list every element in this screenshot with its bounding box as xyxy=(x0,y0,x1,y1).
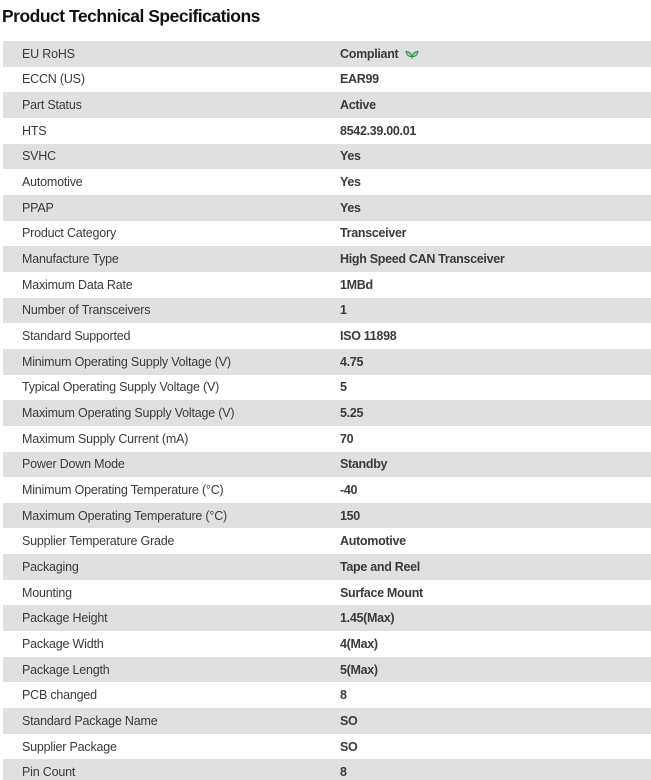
spec-value xyxy=(340,534,651,548)
spec-value-text: 5 xyxy=(340,380,347,395)
spec-value xyxy=(340,278,651,292)
table-row xyxy=(3,246,651,272)
table-row xyxy=(3,41,651,67)
spec-label: Automotive xyxy=(22,175,83,190)
table-row xyxy=(3,477,651,503)
spec-value-text: Compliant xyxy=(340,46,399,61)
table-row xyxy=(3,734,651,760)
spec-value-text: 1.45(Max) xyxy=(340,611,395,626)
spec-label: Maximum Operating Supply Voltage (V) xyxy=(22,406,235,421)
spec-value xyxy=(340,355,651,369)
spec-value xyxy=(340,226,651,240)
spec-label: Part Status xyxy=(22,98,82,113)
spec-value-text: Standby xyxy=(340,457,388,472)
spec-value xyxy=(340,483,651,497)
spec-value-text: 8 xyxy=(340,688,347,703)
spec-label: Product Category xyxy=(22,226,117,241)
spec-label: Supplier Package xyxy=(22,739,117,754)
spec-value-text: Surface Mount xyxy=(340,585,423,600)
table-row xyxy=(3,452,651,478)
spec-value-text: 8 xyxy=(340,765,347,780)
spec-value xyxy=(340,637,651,651)
spec-value xyxy=(340,252,651,266)
spec-label: Number of Transceivers xyxy=(22,303,151,318)
spec-value xyxy=(340,765,651,779)
spec-value-text: 4(Max) xyxy=(340,636,378,651)
spec-label: Supplier Temperature Grade xyxy=(22,534,175,549)
spec-value xyxy=(340,329,651,343)
table-row xyxy=(3,503,651,529)
spec-value-text: Transceiver xyxy=(340,226,407,241)
spec-value xyxy=(340,560,651,574)
spec-value xyxy=(340,663,651,677)
spec-label: Package Width xyxy=(22,636,104,651)
spec-value xyxy=(340,740,651,754)
spec-value-text: 5.25 xyxy=(340,406,364,421)
spec-value xyxy=(340,586,651,600)
table-row xyxy=(3,195,651,221)
spec-value-text: SO xyxy=(340,713,358,728)
spec-label: Package Length xyxy=(22,662,110,677)
spec-value xyxy=(340,201,651,215)
spec-value-text: 150 xyxy=(340,508,360,523)
spec-label: HTS xyxy=(22,123,47,138)
spec-label: Standard Package Name xyxy=(22,713,158,728)
table-row xyxy=(3,605,651,631)
table-row xyxy=(3,323,651,349)
spec-label: Maximum Data Rate xyxy=(22,277,133,292)
spec-label: Standard Supported xyxy=(22,329,131,344)
spec-value xyxy=(340,457,651,471)
spec-value xyxy=(340,432,651,446)
table-row xyxy=(3,169,651,195)
spec-value xyxy=(340,175,651,189)
table-row xyxy=(3,375,651,401)
table-row xyxy=(3,759,651,780)
spec-label: Minimum Operating Temperature (°C) xyxy=(22,482,224,497)
table-row xyxy=(3,426,651,452)
spec-value-text: 5(Max) xyxy=(340,662,378,677)
spec-value-text: -40 xyxy=(340,482,358,497)
spec-label: Minimum Operating Supply Voltage (V) xyxy=(22,354,231,369)
table-row xyxy=(3,400,651,426)
table-row xyxy=(3,144,651,170)
spec-value-text: Active xyxy=(340,98,376,113)
table-row xyxy=(3,298,651,324)
spec-value xyxy=(340,98,651,112)
spec-label: Mounting xyxy=(22,585,72,600)
spec-value-text: ISO 11898 xyxy=(340,329,397,344)
spec-label: Packaging xyxy=(22,559,79,574)
spec-value xyxy=(340,303,651,317)
table-row xyxy=(3,92,651,118)
spec-label: Maximum Operating Temperature (°C) xyxy=(22,508,227,523)
spec-value-text: 8542.39.00.01 xyxy=(340,123,417,138)
table-row xyxy=(3,657,651,683)
spec-value-text: 4.75 xyxy=(340,354,364,369)
table-row xyxy=(3,554,651,580)
spec-label: Typical Operating Supply Voltage (V) xyxy=(22,380,220,395)
spec-value-text: High Speed CAN Transceiver xyxy=(340,252,505,267)
leaf-icon xyxy=(405,48,419,59)
spec-value xyxy=(340,688,651,702)
spec-value-text: EAR99 xyxy=(340,72,379,87)
table-row xyxy=(3,528,651,554)
spec-label: EU RoHS xyxy=(22,46,75,61)
spec-value-text: Tape and Reel xyxy=(340,559,420,574)
spec-value xyxy=(340,509,651,523)
spec-value-text: Yes xyxy=(340,149,361,164)
spec-label: Pin Count xyxy=(22,765,76,780)
spec-value-text: Automotive xyxy=(340,534,406,549)
spec-value xyxy=(340,149,651,163)
spec-value xyxy=(340,406,651,420)
spec-label: PCB changed xyxy=(22,688,97,703)
spec-value-text: SO xyxy=(340,739,358,754)
table-row xyxy=(3,118,651,144)
spec-value xyxy=(340,124,651,138)
spec-value-text: Yes xyxy=(340,175,361,190)
spec-value xyxy=(340,714,651,728)
spec-value xyxy=(340,380,651,394)
spec-label: ECCN (US) xyxy=(22,72,85,87)
table-row xyxy=(3,221,651,247)
page-title: Product Technical Specifications xyxy=(2,6,260,26)
table-row xyxy=(3,708,651,734)
table-row xyxy=(3,631,651,657)
spec-label: PPAP xyxy=(22,200,54,215)
spec-value-text: 1 xyxy=(340,303,347,318)
spec-value xyxy=(340,611,651,625)
table-row xyxy=(3,67,651,93)
spec-value xyxy=(340,72,651,86)
spec-value-text: Yes xyxy=(340,200,361,215)
spec-value xyxy=(340,47,651,61)
spec-table-body xyxy=(3,41,651,780)
spec-label: Manufacture Type xyxy=(22,252,119,267)
spec-table xyxy=(3,41,651,780)
table-row xyxy=(3,682,651,708)
spec-label: Maximum Supply Current (mA) xyxy=(22,431,189,446)
table-row xyxy=(3,272,651,298)
spec-label: Power Down Mode xyxy=(22,457,125,472)
spec-label: Package Height xyxy=(22,611,108,626)
spec-value-text: 1MBd xyxy=(340,277,373,292)
table-row xyxy=(3,349,651,375)
spec-value-text: 70 xyxy=(340,431,354,446)
spec-label: SVHC xyxy=(22,149,56,164)
table-row xyxy=(3,580,651,606)
